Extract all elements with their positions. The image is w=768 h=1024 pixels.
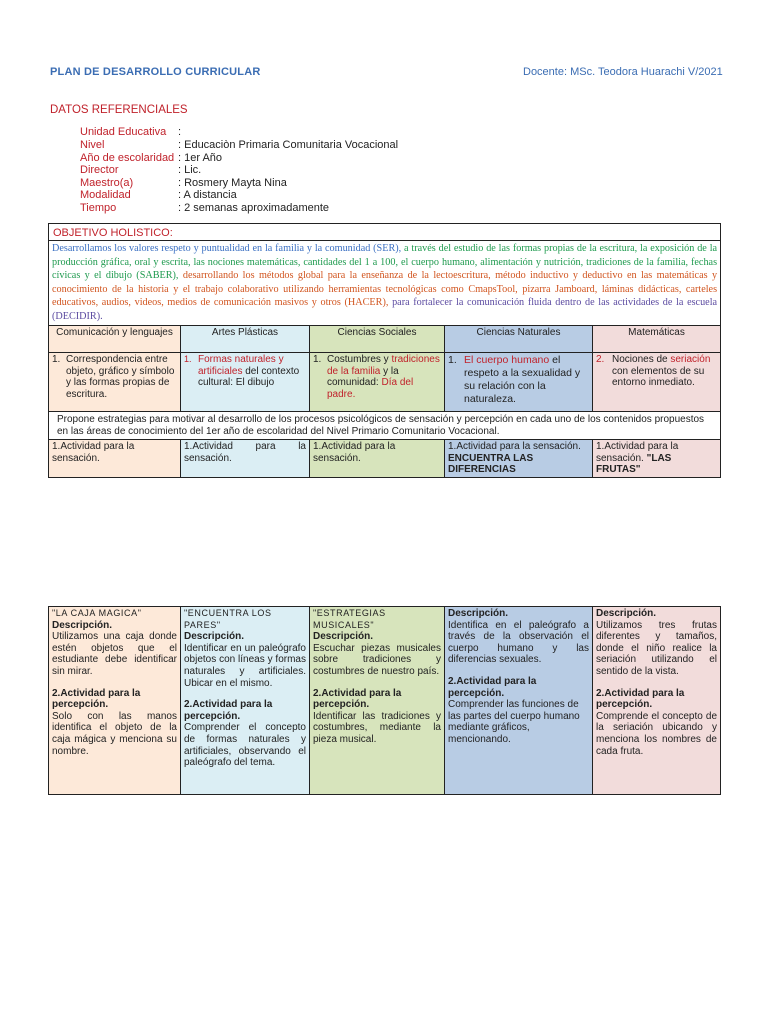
actividad-sensacion-cell bbox=[49, 440, 181, 478]
contenido-highlight: seriación bbox=[670, 354, 711, 365]
contenido-cell bbox=[445, 353, 593, 412]
actividad-title: "LA CAJA MAGICA" bbox=[52, 608, 142, 618]
contenido-text: del contexto cultural: El dibujo bbox=[198, 365, 300, 388]
contenido-number: 1. bbox=[448, 354, 457, 366]
ref-label: Tiempo bbox=[80, 202, 117, 214]
ref-row-tiempo bbox=[80, 202, 329, 215]
actividades-row bbox=[49, 607, 721, 795]
percepcion-label: 2.Actividad para la percepción. bbox=[313, 687, 402, 711]
objetivo-hacer: desarrollando los métodos global para la enseñanza de la lectoescritura, método inductivo y deductivo en las matemáticas y conocimiento de la historia y el trabajo colaborativo utilizando herramientas tecnológicas como CmapsTool, pizarra Jamboard, láminas didácticas, carteles educativos, audios, videos, medios de comunicación masivos y otros (HACER), bbox=[52, 270, 718, 308]
contenido-cell bbox=[593, 353, 721, 412]
ref-value: : Educaciòn Primaria Comunitaria Vocacional bbox=[178, 139, 399, 151]
percepcion-text: Comprender las funciones de las partes del cuerpo humano mediante gráficos, mencionando. bbox=[448, 699, 580, 745]
contenido-highlight: tradiciones de la familia bbox=[327, 354, 440, 377]
actividad-cell bbox=[49, 607, 181, 795]
docente-label: Docente: MSc. Teodora Huarachi V/2021 bbox=[523, 66, 723, 78]
percepcion-text: Comprender el concepto de formas naturales y artificiales, observando el paleógrafo del tema. bbox=[184, 722, 306, 769]
area-header: Ciencias Naturales bbox=[445, 326, 593, 353]
actividad-sensacion-cell bbox=[181, 440, 310, 478]
actividad-label: 1.Actividad para la sensación. bbox=[313, 441, 396, 464]
area-header: Ciencias Sociales bbox=[310, 326, 445, 353]
descripcion-label: Descripción. bbox=[184, 631, 245, 643]
propuesta-text: Propone estrategias para motivar al desarrollo de los procesos psicológicos de sensación y percepción en cada uno de los contenidos propuestos en las áreas de conocimiento del 1er año de escolaridad del Nivel Primario Comunitario Vocacional. bbox=[49, 412, 721, 440]
actividad-title: "ESTRATEGIAS MUSICALES" bbox=[313, 608, 386, 630]
actividad-title: "LAS FRUTAS" bbox=[596, 452, 672, 475]
ref-label: Modalidad bbox=[80, 189, 131, 201]
descripcion-text: Escuchar piezas musicales sobre tradiciones y costumbres de nuestro país. bbox=[313, 642, 441, 677]
contenido-highlight: Formas naturales y artificiales bbox=[198, 354, 284, 377]
percepcion-text: Identificar las tradiciones y costumbres, mediante la pieza musical. bbox=[313, 710, 441, 745]
contenido-text: con elementos de su entorno inmediato. bbox=[612, 365, 705, 388]
contenido-cell bbox=[310, 353, 445, 412]
actividad-label: 1.Actividad para la sensación. bbox=[184, 441, 306, 464]
ref-row-modalidad bbox=[80, 189, 237, 202]
actividad-label: 1.Actividad para la sensación. bbox=[448, 441, 581, 452]
percepcion-label: 2.Actividad para la percepción. bbox=[448, 675, 537, 699]
percepcion-text: Solo con las manos identifica el objeto de la caja mágica y menciona su nombre. bbox=[52, 710, 177, 757]
ref-label: Maestro(a) bbox=[80, 177, 134, 189]
contenido-number: 1. bbox=[184, 354, 192, 364]
actividad-sensacion-cell bbox=[310, 440, 445, 478]
contenido-text: Correspondencia entre objeto, gráfico y símbolo y las formas propias de escritura. bbox=[66, 354, 175, 400]
descripcion-text: Identifica en el paleógrafo a través de la observación el cuerpo humano y las diferencias sexuales. bbox=[448, 619, 589, 666]
descripcion-text: Utilizamos una caja donde estén objetos que el estudiante debe identificar sin mirar. bbox=[52, 631, 177, 677]
ref-row-nivel bbox=[80, 139, 398, 152]
actividad-cell bbox=[310, 607, 445, 795]
contenido-cell bbox=[181, 353, 310, 412]
contenido-text: Nociones de bbox=[612, 354, 671, 365]
ref-label: Director bbox=[80, 164, 119, 176]
plan-table bbox=[48, 223, 721, 478]
objetivo-saber: a través del estudio de las formas propias de la escritura, la exposición de la producción gráfica, oral y escrita, las nociones matemáticas, cantidades del 1 a 100, el cuerpo humano, alimentación y nutrición, tradiciones de la familia, fechas cívicas y el dibujo (SABER), bbox=[52, 243, 718, 281]
actividad-cell bbox=[593, 607, 721, 795]
actividad-label: 1.Actividad para la sensación. bbox=[52, 441, 135, 464]
ref-value: : 2 semanas aproximadamente bbox=[178, 202, 330, 214]
descripcion-label: Descripción. bbox=[448, 608, 509, 619]
area-header: Artes Plásticas bbox=[181, 326, 310, 353]
percepcion-text: Comprende el concepto de la seriación ubicando y menciona los nombres de cada fruta. bbox=[596, 710, 717, 757]
objetivo-decidir: para fortalecer la comunicación fluida dentro de las actividades de la escuela (DECIDIR). bbox=[52, 297, 718, 322]
actividad-cell bbox=[445, 607, 593, 795]
descripcion-text: Identificar en un paleógrafo objetos con líneas y formas naturales y artificiales. Ubicar en el mismo. bbox=[184, 642, 306, 689]
descripcion-label: Descripción. bbox=[313, 631, 374, 643]
descripcion-text: Utilizamos tres frutas diferentes y tamaños, donde el niño realice la seriación utilizando el sentido de la vista. bbox=[596, 619, 717, 677]
ref-value: : Lic. bbox=[178, 164, 202, 176]
ref-value: : Rosmery Mayta Nina bbox=[178, 177, 287, 189]
ref-value: : 1er Año bbox=[178, 152, 223, 164]
contenidos-row bbox=[49, 353, 721, 412]
area-header: Comunicación y lenguajes bbox=[49, 326, 181, 353]
descripcion-label: Descripción. bbox=[52, 619, 113, 631]
objetivo-row bbox=[49, 241, 721, 326]
ref-row-unidad bbox=[80, 126, 181, 139]
actividad-sensacion-cell bbox=[593, 440, 721, 478]
objetivo-heading: OBJETIVO HOLISTICO: bbox=[49, 224, 721, 241]
contenido-highlight: Día del padre. bbox=[327, 377, 414, 400]
objetivo-ser: Desarrollamos los valores respeto y puntualidad en la familia y la comunidad (SER), bbox=[52, 243, 402, 254]
actividades-table bbox=[48, 606, 721, 795]
ref-label: Unidad Educativa bbox=[80, 126, 167, 138]
area-header: Matemáticas bbox=[593, 326, 721, 353]
contenido-highlight: El cuerpo humano bbox=[464, 354, 550, 366]
objetivo-heading-row bbox=[49, 224, 721, 241]
areas-row bbox=[49, 326, 721, 353]
contenido-cell bbox=[49, 353, 181, 412]
actividad-label: 1.Actividad para la sensación. bbox=[596, 441, 679, 464]
propuesta-row bbox=[49, 412, 721, 440]
contenido-number: 2. bbox=[596, 354, 605, 365]
objetivo-text bbox=[49, 241, 721, 326]
document-title: PLAN DE DESARROLLO CURRICULAR bbox=[50, 66, 261, 78]
ref-label: Nivel bbox=[80, 139, 105, 151]
ref-value: : A distancia bbox=[178, 189, 237, 201]
datos-referenciales-heading: DATOS REFERENCIALES bbox=[50, 104, 188, 116]
contenido-text: el respeto a la sexualidad y su relación con la naturaleza. bbox=[464, 354, 581, 405]
contenido-text: Costumbres y bbox=[327, 354, 392, 365]
actividad-title: "ENCUENTRA LOS PARES" bbox=[184, 608, 272, 630]
percepcion-label: 2.Actividad para la percepción. bbox=[52, 687, 141, 711]
percepcion-label: 2.Actividad para la percepción. bbox=[184, 699, 273, 722]
ref-row-director bbox=[80, 164, 201, 177]
ref-value: : bbox=[178, 126, 182, 138]
actividad-title: ENCUENTRA LAS DIFERENCIAS bbox=[448, 452, 534, 475]
actividad-cell bbox=[181, 607, 310, 795]
ref-label: Año de escolaridad bbox=[80, 152, 175, 164]
contenido-text: y la comunidad: bbox=[327, 365, 399, 388]
actividad-sensacion-row bbox=[49, 440, 721, 478]
descripcion-label: Descripción. bbox=[596, 608, 657, 619]
actividad-sensacion-cell bbox=[445, 440, 593, 478]
contenido-number: 1. bbox=[52, 354, 61, 365]
contenido-number: 1. bbox=[313, 354, 322, 365]
percepcion-label: 2.Actividad para la percepción. bbox=[596, 687, 685, 711]
